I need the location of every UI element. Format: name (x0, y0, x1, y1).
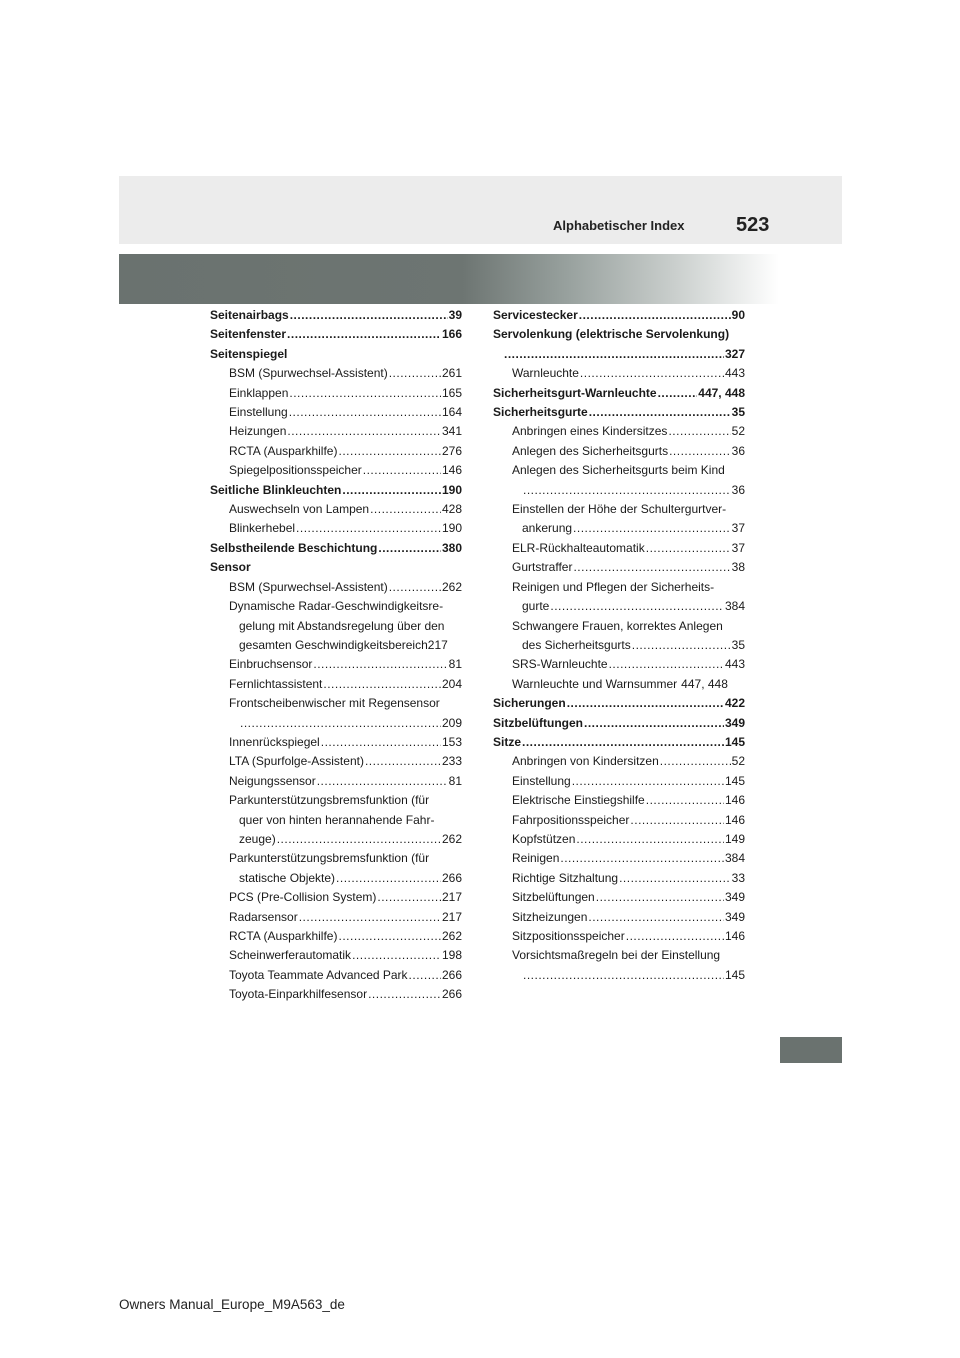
index-entry (493, 733, 745, 752)
leader-dots (321, 733, 441, 752)
index-entry (210, 849, 462, 888)
index-column-right (493, 306, 745, 985)
index-entry-text: Sitzbelüftungen (493, 715, 583, 730)
index-entry-text: Seitenfenster (210, 327, 287, 342)
index-entry (210, 578, 462, 597)
index-page-number: 146 (724, 793, 745, 808)
leader-dots (523, 966, 724, 985)
index-page-number: 36 (731, 482, 745, 497)
leader-dots (240, 714, 441, 733)
index-entry-text: ankerung (522, 521, 573, 536)
leader-dots (522, 733, 724, 752)
index-page-number: 52 (731, 424, 745, 439)
index-entry (493, 306, 745, 325)
index-page-number: 35 (731, 637, 745, 652)
index-entry-text: Frontscheibenwischer mit Regensensor (229, 696, 440, 711)
index-entry (210, 500, 462, 519)
index-page-number: 262 (441, 831, 462, 846)
leader-dots (567, 694, 724, 713)
index-entry-text: SRS-Warnleuchte (512, 657, 608, 672)
index-entry-text: Seitenairbags (210, 308, 289, 322)
leader-dots (550, 597, 724, 616)
index-entry (210, 675, 462, 694)
index-page-number: 266 (441, 967, 462, 982)
leader-dots (609, 655, 724, 674)
leader-dots (389, 364, 441, 383)
leader-dots (277, 830, 441, 849)
leader-dots (289, 384, 441, 403)
index-entry-text: Sicherungen (493, 696, 566, 711)
index-page-number: 276 (441, 443, 462, 458)
index-page-number: 217 (427, 637, 448, 652)
index-page-number: 146 (441, 463, 462, 478)
index-page-number: 384 (724, 851, 745, 866)
index-entry (493, 422, 745, 441)
index-entry-text: Auswechseln von Lampen (229, 502, 370, 517)
leader-dots (646, 791, 724, 810)
index-entry-text: Selbstheilende Beschichtung (210, 540, 378, 555)
leader-dots (313, 655, 447, 674)
index-entry (493, 811, 745, 830)
leader-dots (589, 403, 731, 422)
leader-dots (365, 752, 441, 771)
leader-dots (377, 888, 441, 907)
index-entry-text: Anbringen von Kindersitzen (512, 754, 659, 769)
index-page-number: 90 (731, 308, 745, 322)
index-entry-text: Einbruchsensor (229, 657, 313, 672)
leader-dots (336, 869, 441, 888)
index-page-number: 145 (724, 967, 745, 982)
leader-dots (580, 364, 724, 383)
index-entry (493, 908, 745, 927)
index-entry (210, 694, 462, 733)
index-entry-text: gurte (522, 599, 550, 614)
index-page-number: 443 (724, 366, 745, 381)
index-entry-text: Spiegelpositionsspeicher (229, 463, 362, 478)
leader-dots (573, 519, 731, 538)
index-entry (493, 442, 745, 461)
footer-document-id: Owners Manual_Europe_M9A563_de (119, 1297, 345, 1312)
index-page-number: 198 (441, 948, 462, 963)
index-entry (493, 461, 745, 500)
index-page-number: 38 (731, 560, 745, 575)
index-page-number: 33 (731, 870, 745, 885)
leader-dots (669, 442, 731, 461)
index-entry (493, 578, 745, 617)
index-page-number: 166 (441, 327, 462, 342)
leader-dots (573, 558, 730, 577)
index-entry-text: ELR-Rückhalteautomatik (512, 540, 645, 555)
index-page-number: 190 (441, 482, 462, 497)
index-entry-text: Sitzheizungen (512, 909, 588, 924)
index-entry-text: Neigungssensor (229, 773, 316, 788)
index-entry (210, 946, 462, 965)
index-entry-text: Parkunterstützungsbremsfunktion (für (229, 851, 430, 866)
index-entry-text: Toyota-Einparkhilfesensor (229, 987, 368, 1002)
leader-dots (338, 442, 440, 461)
index-page-number: 266 (441, 870, 462, 885)
index-entry-text: Sicherheitsgurt-Warnleuchte (493, 385, 657, 400)
index-page-number: 145 (724, 734, 745, 749)
index-entry (210, 985, 462, 1004)
index-entry (210, 558, 462, 577)
index-entry-text: Einstellen der Höhe der Schultergurtver- (512, 502, 727, 517)
leader-dots (352, 946, 441, 965)
index-page-number: 146 (724, 812, 745, 827)
index-entry-text: LTA (Spurfolge-Assistent) (229, 754, 364, 769)
index-page-number: 428 (441, 502, 462, 517)
index-entry-text: Einklappen (229, 385, 289, 400)
index-entry-text: Warnleuchte (512, 366, 579, 381)
index-page-number: 349 (724, 890, 745, 905)
index-entry (493, 384, 745, 403)
index-entry (210, 752, 462, 771)
index-entry (493, 403, 745, 422)
index-entry-text: Toyota Teammate Advanced Park (229, 967, 408, 982)
leader-dots (296, 519, 441, 538)
index-entry (210, 772, 462, 791)
index-page-number: 262 (441, 579, 462, 594)
index-page-number: 149 (724, 831, 745, 846)
index-page-number: 447, 448 (698, 385, 745, 400)
index-entry (210, 966, 462, 985)
index-page-number: 443 (724, 657, 745, 672)
leader-dots (378, 539, 441, 558)
index-entry (210, 442, 462, 461)
index-entry-text: Fahrpositionsspeicher (512, 812, 630, 827)
leader-dots (630, 811, 724, 830)
index-entry (210, 791, 462, 849)
index-page-number: 37 (731, 540, 745, 555)
index-entry-text: Reinigen (512, 851, 560, 866)
index-entry-text: PCS (Pre-Collision System) (229, 890, 377, 905)
index-entry-text: Kopfstützen (512, 831, 576, 846)
leader-dots (504, 345, 724, 364)
index-entry (493, 694, 745, 713)
index-entry-text: Warnleuchte und Warnsummer (512, 676, 678, 691)
index-page-number: 165 (441, 385, 462, 400)
leader-dots (368, 985, 441, 1004)
index-entry-text: RCTA (Ausparkhilfe) (229, 929, 338, 943)
index-entry (210, 481, 462, 500)
index-entry (210, 655, 462, 674)
index-entry (210, 461, 462, 480)
index-entry (493, 888, 745, 907)
index-entry (493, 849, 745, 868)
index-entry-text: Schwangere Frauen, korrektes Anlegen (512, 618, 723, 633)
leader-dots (576, 830, 724, 849)
index-entry-text: des Sicherheitsgurts (522, 637, 631, 652)
index-entry-text: Anlegen des Sicherheitsgurts beim Kind (512, 463, 725, 478)
leader-dots (646, 539, 731, 558)
leader-dots (338, 927, 440, 946)
index-page-number: 36 (731, 443, 745, 458)
index-entry (210, 422, 462, 441)
index-entry-text: Anbringen eines Kindersitzes (512, 424, 668, 439)
index-column-left (210, 306, 462, 1005)
index-page-number: 209 (441, 715, 462, 730)
index-entry-text: Sicherheitsgurte (493, 405, 588, 420)
index-entry-text: Seitenspiegel (210, 346, 288, 361)
index-page-number: 349 (724, 715, 745, 730)
index-page-number: 81 (448, 773, 462, 788)
leader-dots (579, 306, 731, 325)
index-entry (493, 830, 745, 849)
leader-dots (668, 422, 730, 441)
leader-dots (342, 481, 441, 500)
leader-dots (317, 772, 448, 791)
leader-dots (287, 422, 441, 441)
index-entry (210, 927, 462, 946)
index-page-number: 261 (441, 366, 462, 381)
thumb-index-tab (780, 1037, 842, 1063)
index-entry (210, 908, 462, 927)
index-entry-text: Blinkerhebel (229, 521, 296, 536)
index-entry-text: RCTA (Ausparkhilfe) (229, 443, 338, 458)
index-entry (210, 733, 462, 752)
index-entry-text: zeuge) (239, 831, 276, 846)
index-entry (493, 752, 745, 771)
leader-dots (290, 306, 448, 325)
index-entry-text: Dynamische Radar-Geschwindigkeitsre- (229, 599, 444, 614)
index-entry (210, 519, 462, 538)
leader-dots (626, 927, 724, 946)
index-entry-text: Scheinwerferautomatik (229, 948, 352, 963)
leader-dots (619, 869, 731, 888)
index-page-number: 37 (731, 521, 745, 536)
index-entry (210, 597, 462, 655)
leader-dots (409, 966, 441, 985)
index-entry-text: Servolenkung (elektrische Servolenkung) (493, 327, 730, 342)
index-entry-text: Elektrische Einstiegshilfe (512, 793, 645, 808)
index-entry-text: Sitzpositionsspeicher (512, 929, 625, 943)
index-page-number: 204 (441, 676, 462, 691)
index-page-number: 146 (724, 929, 745, 943)
index-entry-text: quer von hinten herannahende Fahr- (239, 812, 435, 827)
index-entry-text: gelung mit Abstandsregelung über den (239, 618, 445, 633)
index-entry (210, 384, 462, 403)
index-entry-text: gesamten Geschwindigkeitsbereich (239, 637, 428, 652)
index-entry (210, 403, 462, 422)
index-entry-text: Parkunterstützungsbremsfunktion (für (229, 793, 430, 808)
index-entry-text: Anlegen des Sicherheitsgurts (512, 443, 669, 458)
leader-dots (660, 752, 731, 771)
index-entry (210, 345, 462, 364)
index-entry (493, 655, 745, 674)
index-page-number: 164 (441, 405, 462, 420)
index-page-number: 233 (441, 754, 462, 769)
leader-dots (632, 636, 731, 655)
leader-dots (523, 481, 731, 500)
index-entry-text: Sitzbelüftungen (512, 890, 595, 905)
index-page-number: 422 (724, 696, 745, 711)
index-entry-text: Innenrückspiegel (229, 734, 320, 749)
leader-dots (389, 578, 441, 597)
index-entry-text: BSM (Spurwechsel-Assistent) (229, 579, 388, 594)
page-number: 523 (736, 214, 770, 236)
index-entry (493, 325, 745, 364)
index-page-number: 81 (448, 657, 462, 672)
leader-dots (572, 772, 724, 791)
leader-dots (588, 908, 724, 927)
index-page-number: 217 (441, 890, 462, 905)
index-entry (493, 927, 745, 946)
index-page-number: 190 (441, 521, 462, 536)
leader-dots (658, 384, 698, 403)
index-entry (493, 714, 745, 733)
index-entry (210, 364, 462, 383)
leader-dots (363, 461, 441, 480)
index-entry (210, 539, 462, 558)
index-page-number: 447, 448 (681, 676, 728, 691)
leader-dots (560, 849, 724, 868)
index-entry (493, 772, 745, 791)
index-entry-text: Servicestecker (493, 308, 578, 322)
header-band (119, 176, 842, 244)
index-entry-text: statische Objekte) (239, 870, 336, 885)
index-entry (493, 675, 745, 694)
index-entry-text: Seitliche Blinkleuchten (210, 482, 342, 497)
index-entry-text: Richtige Sitzhaltung (512, 870, 619, 885)
index-entry-text: Sitze (493, 734, 522, 749)
index-entry (493, 558, 745, 577)
index-page-number: 341 (441, 424, 462, 439)
leader-dots (323, 675, 441, 694)
index-entry (210, 888, 462, 907)
index-page-number: 145 (724, 773, 745, 788)
index-page-number: 349 (724, 909, 745, 924)
index-entry-text: Vorsichtsmaßregeln bei der Einstellung (512, 948, 721, 963)
leader-dots (299, 908, 441, 927)
index-page-number: 153 (441, 734, 462, 749)
index-entry-text: Heizungen (229, 424, 287, 439)
index-entry (493, 869, 745, 888)
leader-dots (584, 714, 724, 733)
index-page-number: 35 (731, 405, 745, 420)
index-page-number: 52 (731, 754, 745, 769)
index-entry-text: Sensor (210, 560, 251, 575)
leader-dots (289, 403, 441, 422)
index-page-number: 384 (724, 599, 745, 614)
leader-dots (287, 325, 441, 344)
index-page-number: 262 (441, 929, 462, 943)
index-page-number: 266 (441, 987, 462, 1002)
section-title: Alphabetischer Index (553, 218, 685, 233)
index-entry-text: Radarsensor (229, 909, 298, 924)
index-entry (493, 500, 745, 539)
index-entry-text: Reinigen und Pflegen der Sicherheits- (512, 579, 715, 594)
index-page-number: 39 (448, 308, 462, 322)
index-entry (210, 325, 462, 344)
index-entry (493, 539, 745, 558)
index-entry (493, 791, 745, 810)
index-page-number: 380 (441, 540, 462, 555)
index-entry-text: Einstellung (512, 773, 571, 788)
index-entry (493, 617, 745, 656)
section-gradient-bar (119, 254, 779, 304)
index-page-number: 327 (724, 346, 745, 361)
index-entry-text: Fernlichtassistent (229, 676, 323, 691)
index-page-number: 217 (441, 909, 462, 924)
index-entry-text: Gurtstraffer (512, 560, 573, 575)
leader-dots (596, 888, 724, 907)
index-entry (210, 306, 462, 325)
leader-dots (370, 500, 441, 519)
index-entry (493, 946, 745, 985)
index-entry-text: Einstellung (229, 405, 288, 420)
index-entry-text: BSM (Spurwechsel-Assistent) (229, 366, 388, 381)
index-entry (493, 364, 745, 383)
